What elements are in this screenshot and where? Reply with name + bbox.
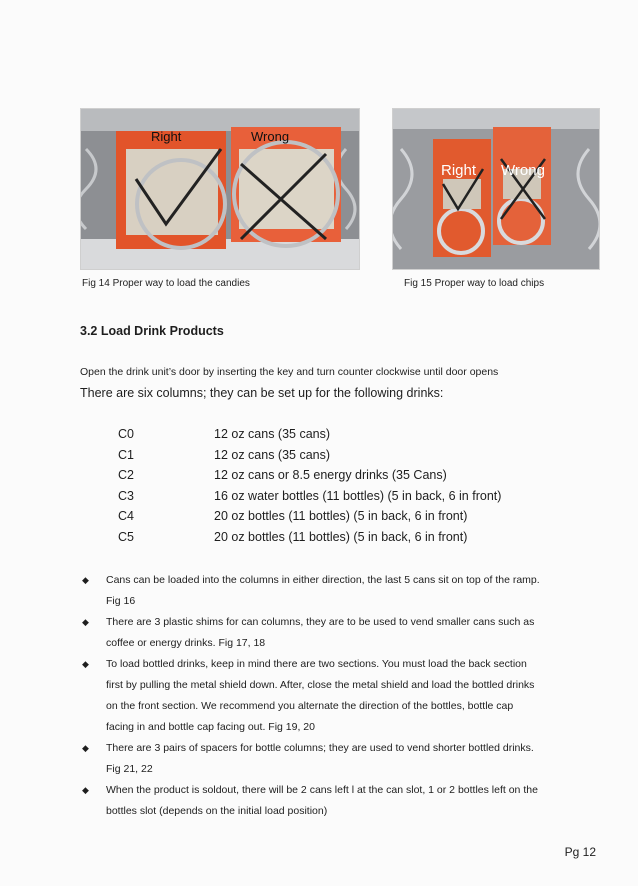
intro-text-line1: Open the drink unit’s door by inserting the key and turn counter clockwise until door opens (80, 366, 499, 378)
fig14-label-right: Right (151, 129, 182, 144)
table-row (118, 468, 501, 489)
bullet-text-line: There are 3 plastic shims for can columns, they are to be used to vend smaller cans such as (106, 616, 535, 628)
column-code: C4 (118, 509, 134, 523)
table-row (118, 489, 501, 510)
list-item (82, 654, 622, 738)
column-code: C3 (118, 488, 134, 503)
column-description: 20 oz bottles (11 bottles) (5 in back, 6 in front) (214, 509, 468, 523)
bullet-icon: ◆ (82, 617, 89, 627)
bullet-icon: ◆ (82, 785, 89, 795)
column-description: 12 oz cans or 8.5 energy drinks (35 Cans) (214, 468, 447, 482)
bullet-text-line: coffee or energy drinks. Fig 17, 18 (106, 637, 266, 649)
bullet-text-line: first by pulling the metal shield down. After, close the metal shield and load the bottled drinks (106, 679, 535, 691)
column-description: 12 oz cans (35 cans) (214, 447, 331, 462)
list-item (82, 570, 622, 612)
bullet-text-line: Fig 16 (106, 595, 136, 607)
column-code: C2 (118, 468, 134, 482)
table-row (118, 509, 501, 530)
page-number: Pg 12 (564, 845, 596, 859)
column-code: C1 (118, 447, 134, 462)
bullet-text-line: facing in and bottle cap facing out. Fig 19, 20 (106, 721, 315, 733)
column-table (118, 427, 501, 550)
bullet-text-line: bottles slot (depends on the initial load position) (106, 805, 328, 817)
fig15-photo (392, 108, 600, 270)
bullet-text-line: To load bottled drinks, keep in mind there are two sections. You must load the back section (106, 658, 527, 670)
column-code: C5 (118, 529, 134, 544)
table-row (118, 530, 501, 551)
table-row (118, 427, 501, 448)
bullet-text-line: on the front section. We recommend you alternate the direction of the bottles, bottle cap (106, 700, 514, 712)
fig14-photo (80, 108, 360, 270)
fig15-label-wrong: Wrong (501, 162, 545, 179)
fig14-caption: Fig 14 Proper way to load the candies (82, 278, 250, 289)
fig14-label-wrong: Wrong (251, 129, 290, 144)
list-item (82, 738, 622, 780)
list-item (82, 780, 622, 822)
bullet-icon: ◆ (82, 575, 89, 585)
table-row (118, 448, 501, 469)
fig15-label-right: Right (441, 162, 477, 179)
bullet-text-line: Fig 21, 22 (106, 763, 153, 775)
bullet-text-line: Cans can be loaded into the columns in either direction, the last 5 cans sit on top of the ramp. (106, 574, 540, 586)
bullet-icon: ◆ (82, 659, 89, 669)
column-description: 16 oz water bottles (11 bottles) (5 in back, 6 in front) (214, 488, 502, 503)
list-item (82, 612, 622, 654)
column-code: C0 (118, 427, 134, 441)
bullet-text-line: There are 3 pairs of spacers for bottle columns; they are used to vend shorter bottled drinks. (106, 742, 534, 754)
column-description: 12 oz cans (35 cans) (214, 427, 331, 441)
fig15-caption: Fig 15 Proper way to load chips (404, 278, 545, 289)
bullet-icon: ◆ (82, 743, 89, 753)
column-description: 20 oz bottles (11 bottles) (5 in back, 6 in front) (214, 529, 468, 544)
section-heading: 3.2 Load Drink Products (80, 324, 224, 338)
bullet-text-line: When the product is soldout, there will be 2 cans left l at the can slot, 1 or 2 bottles left on the (106, 784, 538, 796)
intro-text-line2: There are six columns; they can be set up for the following drinks: (80, 386, 444, 400)
bullet-list (82, 570, 622, 822)
